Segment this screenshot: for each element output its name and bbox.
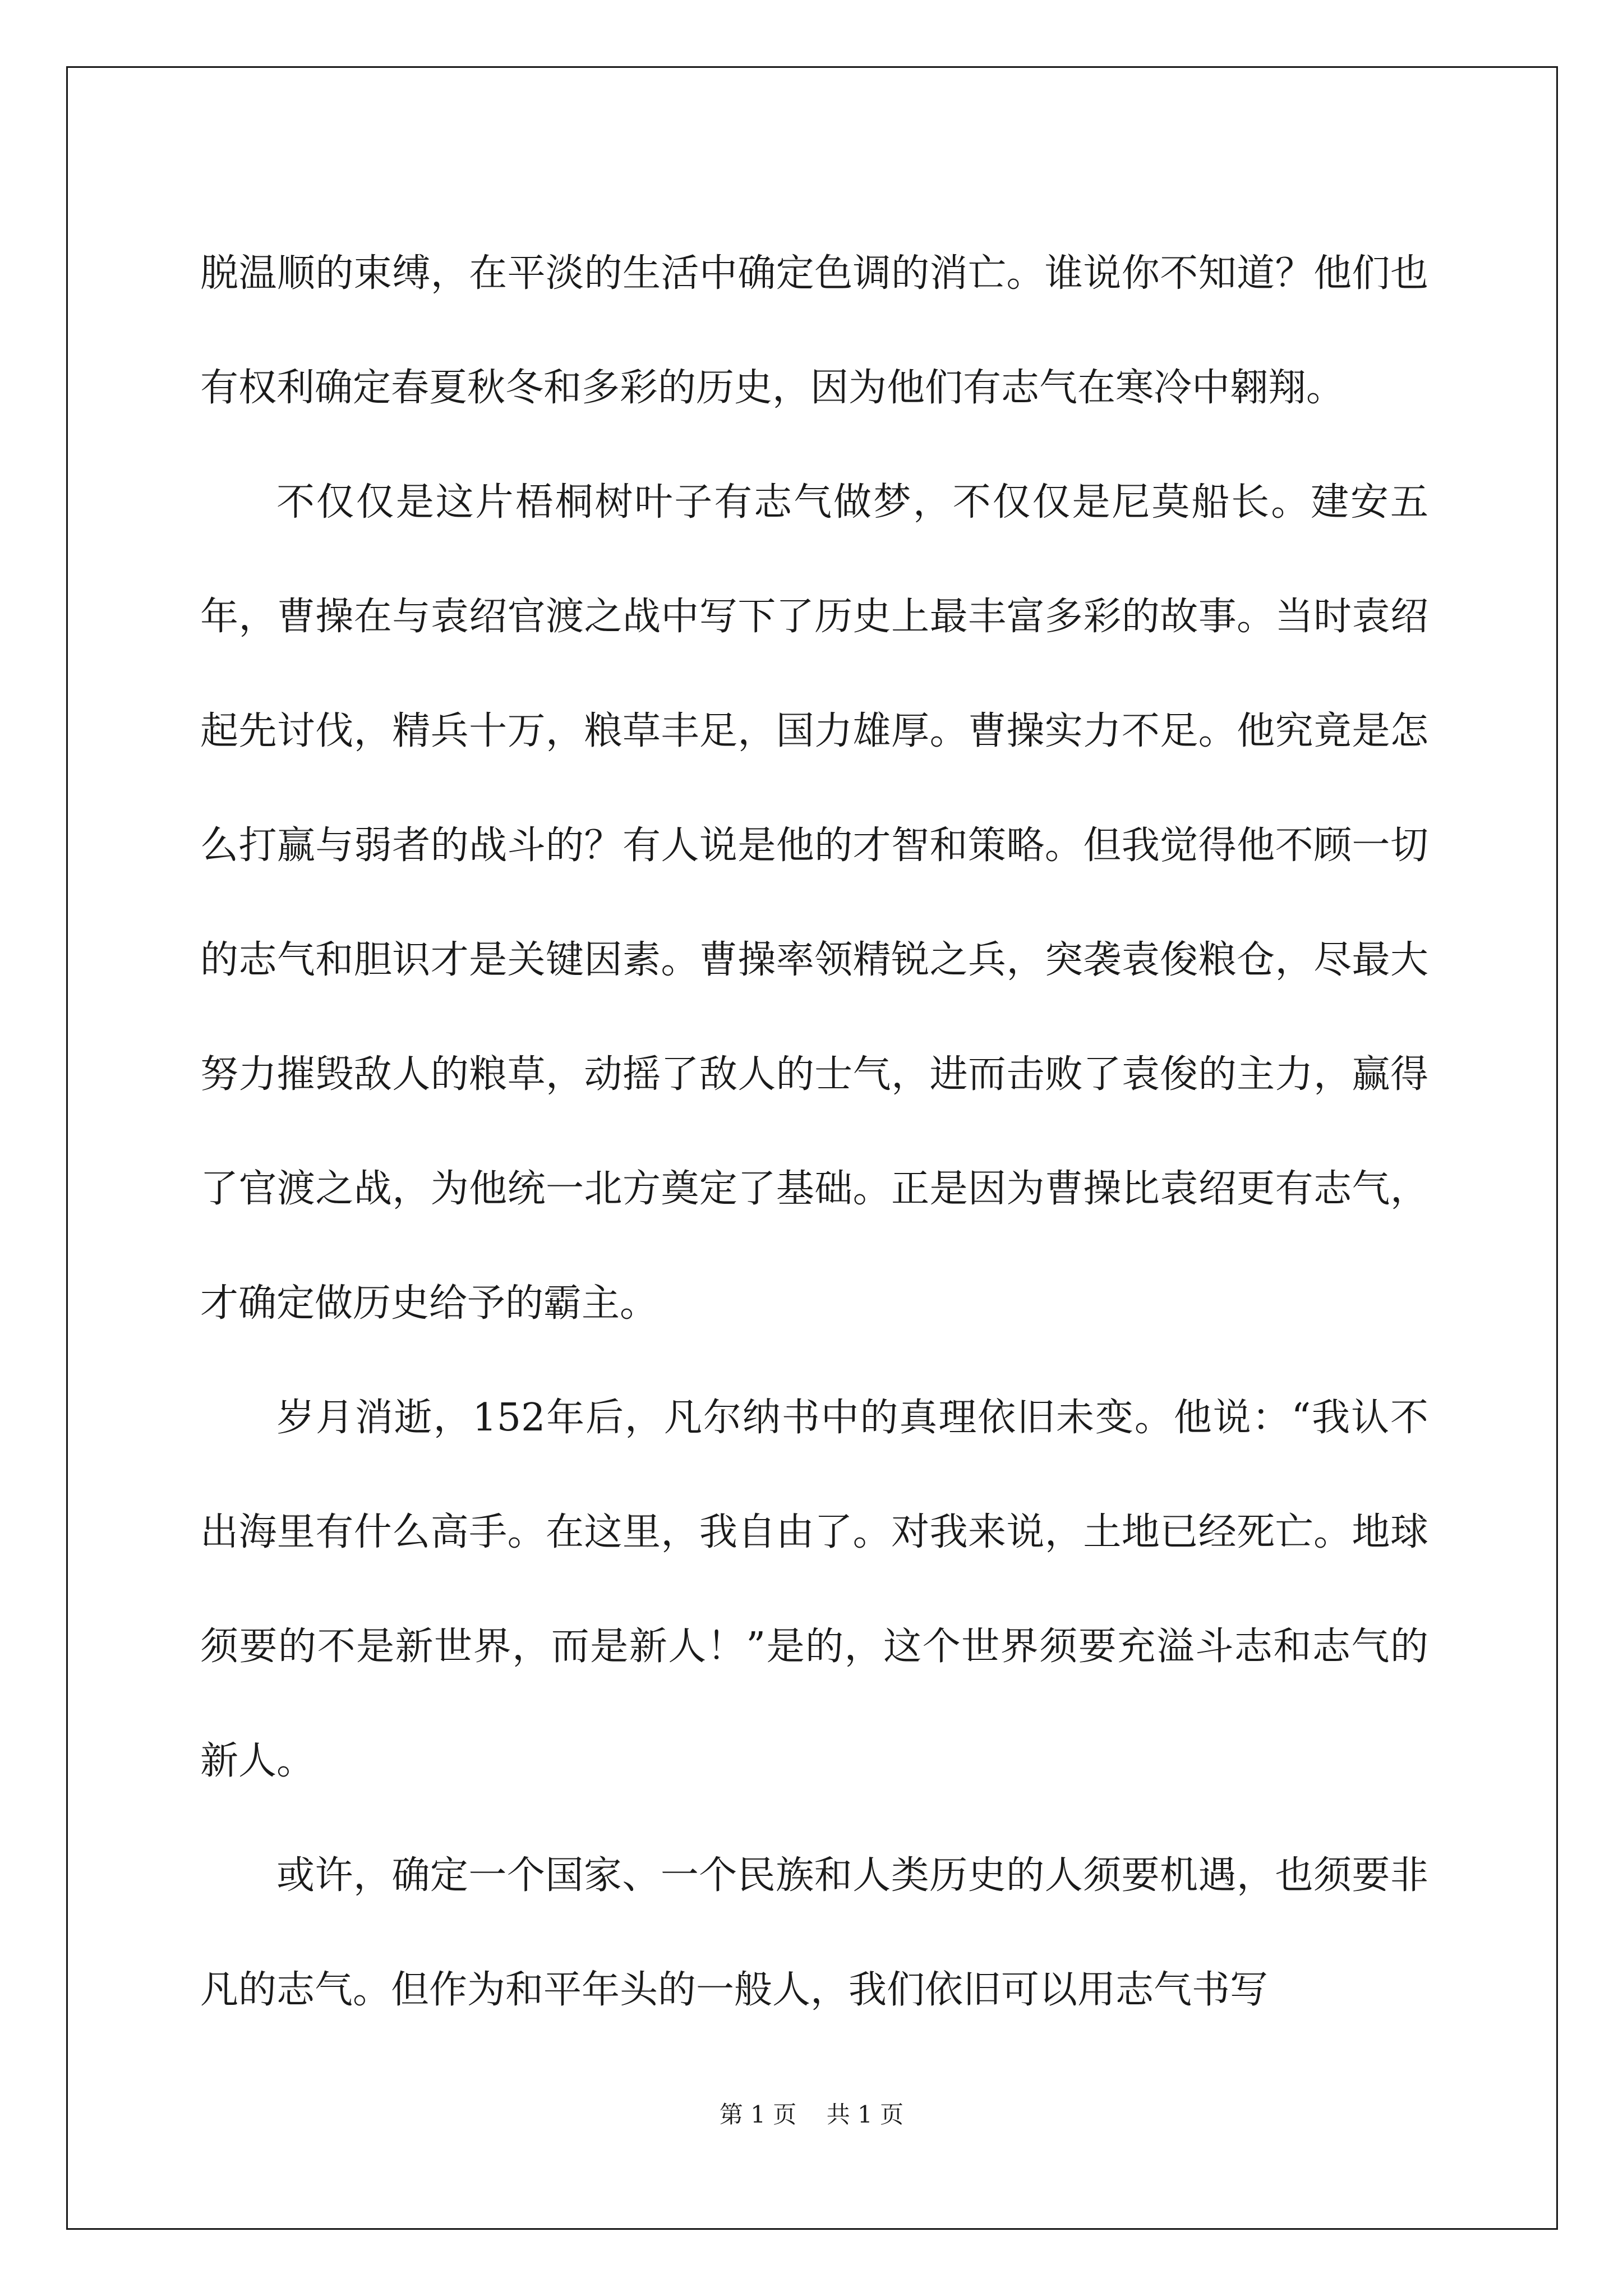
- document-body: [200, 217, 1428, 2047]
- paragraph-3: 岁月消逝，152年后，凡尔纳书中的真理依旧未变。他说：“我认不出海里有什么高手。在这里，我自由了。对我来说，土地已经死亡。地球须要的不是新世界，而是新人！”是的，这个世界须要充溢斗志和志气的新人。: [200, 1396, 1428, 1783]
- paragraph-4: 或许，确定一个国家、一个民族和人类历史的人须要机遇，也须要非凡的志气。但作为和平年头的一般人，我们依旧可以用志气书写: [200, 1853, 1428, 2012]
- page-number-footer: 第 1 页 共 1 页: [719, 2101, 904, 2128]
- paragraph-1: 脱温顺的束缚，在平淡的生活中确定色调的消亡。谁说你不知道？他们也有权利确定春夏秋冬和多彩的历史，因为他们有志气在寒冷中翱翔。: [200, 251, 1428, 410]
- paragraph-2: 不仅仅是这片梧桐树叶子有志气做梦，不仅仅是尼莫船长。建安五年，曹操在与袁绍官渡之战中写下了历史上最丰富多彩的故事。当时袁绍起先讨伐，精兵十万，粮草丰足，国力雄厚。曹操实力不足。他究竟是怎么打赢与弱者的战斗的？有人说是他的才智和策略。但我觉得他不顾一切的志气和胆识才是关键因素。曹操率领精锐之兵，突袭袁俊粮仓，尽最大努力摧毁敌人的粮草，动摇了敌人的士气，进而击败了袁俊的主力，赢得了官渡之战，为他统一北方奠定了基础。正是因为曹操比袁绍更有志气，才确定做历史给予的霸主。: [200, 480, 1428, 1326]
